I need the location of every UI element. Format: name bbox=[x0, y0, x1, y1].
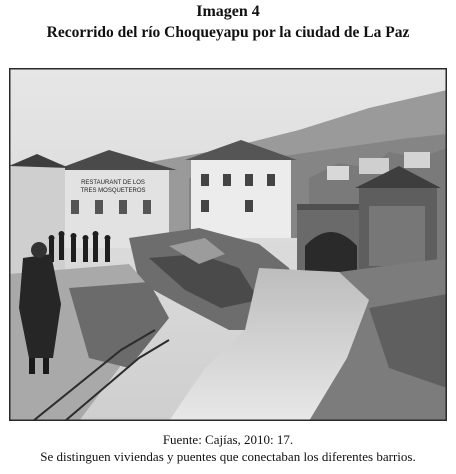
figure-note: Se distinguen viviendas y puentes que conectaban los diferentes barrios. bbox=[40, 449, 416, 464]
figure-source: Fuente: Cajías, 2010: 17. bbox=[162, 432, 294, 447]
figure-label: Imagen 4 bbox=[196, 3, 260, 20]
photo-sign-text: RESTAURANT DE LOS bbox=[81, 180, 145, 186]
photo-sign-text-2: TRES MOSQUETEROS bbox=[80, 188, 146, 194]
historical-photograph bbox=[9, 68, 447, 421]
figure-title: Recorrido del río Choqueyapu por la ciudad de La Paz bbox=[46, 24, 410, 41]
